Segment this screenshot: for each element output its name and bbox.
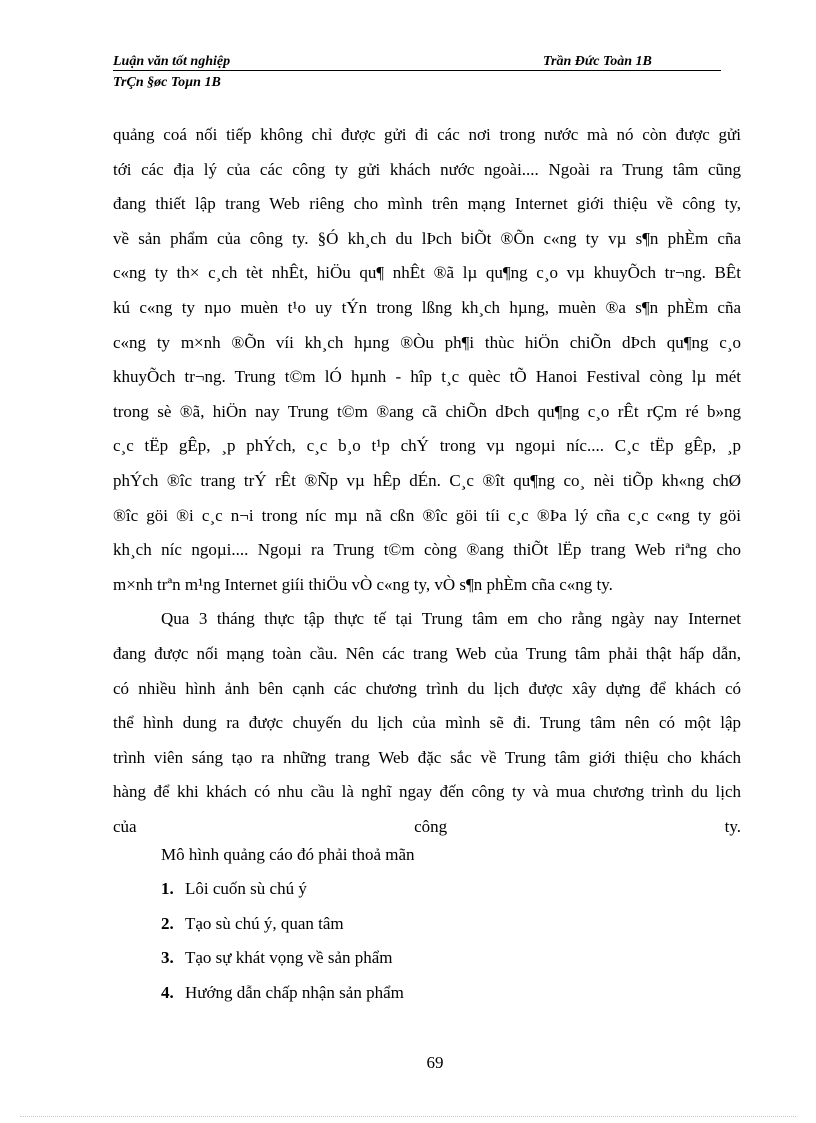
numbered-list bbox=[161, 872, 404, 1010]
text-line: đang được nối mạng toàn cầu. Nên các trang Web của Trung tâm phải thật hấp dẫn, bbox=[113, 643, 741, 663]
text-line: về sản phẩm của công ty. §Ó kh¸ch du lÞch biÕt ®Õn c«ng ty vµ s¶n phÈm cña bbox=[113, 228, 741, 248]
footer-divider bbox=[20, 1116, 796, 1117]
text-line: đang thiết lập trang Web riêng cho mình trên mạng Internet giới thiệu về công ty, bbox=[113, 194, 741, 214]
text-line: kh¸ch níc ngoµi.... Ngoµi ra Trung t©m còng ®ang thiÕt lËp trang Web riªng cho bbox=[113, 540, 741, 560]
text-line: hàng để khi khách có nhu cầu là nghĩ ngay đến công ty và mua chương trình du lịch bbox=[113, 782, 741, 802]
list-number: 3. bbox=[161, 948, 174, 967]
text-line: khuyÕch tr¬ng. Trung t©m lÓ hµnh - hîp t¸c quèc tÕ Hanoi Festival còng lµ mét bbox=[113, 367, 741, 387]
word: công bbox=[414, 816, 448, 836]
header-rule bbox=[113, 70, 721, 71]
list-text: Tạo sù chú ý, quan tâm bbox=[185, 913, 344, 933]
list-intro: Mô hình quảng cáo đó phải thoả mãn bbox=[161, 845, 415, 864]
text-line: kú c«ng ty nµo muèn t¹o uy tÝn trong lßng kh¸ch hµng, muèn ®a s¶n phÈm cña bbox=[113, 297, 741, 317]
list-item bbox=[161, 941, 404, 976]
list-number: 1. bbox=[161, 879, 174, 898]
text-line: trong sè ®ã, hiÖn nay Trung t©m ®ang cã chiÕn dÞch qu¶ng c¸o rÊt rÇm ré b»ng bbox=[113, 401, 741, 421]
word: ty. bbox=[724, 816, 741, 836]
page-number: 69 bbox=[426, 1053, 444, 1072]
word: của bbox=[113, 816, 137, 836]
body-text bbox=[113, 118, 741, 844]
text-line: Qua 3 tháng thực tập thực tế tại Trung tâm em cho rằng ngày nay Internet bbox=[161, 609, 741, 629]
text-line: có nhiều hình ảnh bên cạnh các chương trình du lịch được xây dựng để khách có bbox=[113, 678, 741, 698]
text-line: trình viên sáng tạo ra những trang Web đặc sắc về Trung tâm giới thiệu cho khách bbox=[113, 747, 741, 767]
text-line: m×nh trªn m¹ng Internet giíi thiÖu vÒ c«ng ty, vÒ s¶n phÈm cña c«ng ty. bbox=[113, 574, 613, 594]
list-item bbox=[161, 872, 404, 907]
list-item bbox=[161, 907, 404, 942]
list-text: Hướng dẫn chấp nhận sản phẩm bbox=[185, 982, 404, 1002]
text-line: c¸c tËp gÊp, ¸p phÝch, c¸c b¸o t¹p chÝ trong vµ ngoµi níc.... C¸c tËp gÊp, ¸p bbox=[113, 436, 741, 456]
text-line: tới các địa lý của các công ty gửi khách nước ngoài.... Ngoài ra Trung tâm cũng bbox=[113, 159, 741, 179]
header-right-title: Trần Đức Toàn 1B bbox=[543, 54, 652, 69]
text-line: phÝch ®îc trang trÝ rÊt ®Ñp vµ hÊp dÉn. C¸c ®ît qu¶ng co¸ nèi tiÕp kh«ng chØ bbox=[113, 470, 741, 490]
text-line: c«ng ty th× c¸ch tèt nhÊt, hiÖu qu¶ nhÊt ®ã lµ qu¶ng c¸o vµ khuyÕch tr¬ng. BÊt bbox=[113, 263, 741, 283]
header-subtitle: TrÇn §øc Toµn 1B bbox=[113, 75, 221, 90]
text-line: ®îc göi ®i c¸c n¬i trong níc mµ nã cßn ®îc göi tíi c¸c ®Þa lý cña c¸c c«ng ty göi bbox=[113, 505, 741, 525]
list-number: 4. bbox=[161, 982, 174, 1002]
header-left-title: Luận văn tốt nghiệp bbox=[113, 54, 231, 69]
list-text: Tạo sự khát vọng về sản phẩm bbox=[185, 948, 393, 967]
text-line: c«ng ty m×nh ®Õn víi kh¸ch hµng ®Òu ph¶i thùc hiÖn chiÕn dÞch qu¶ng c¸o bbox=[113, 332, 741, 352]
text-line: quảng coá nối tiếp không chỉ được gửi đi các nơi trong nước mà nó còn được gửi bbox=[113, 125, 741, 144]
list-item bbox=[161, 976, 404, 1011]
list-number: 2. bbox=[161, 913, 174, 933]
list-text: Lôi cuốn sù chú ý bbox=[185, 879, 307, 898]
text-line: thể hình dung ra được chuyến du lịch của mình sẽ đi. Trung tâm nên có một lập bbox=[113, 713, 741, 733]
